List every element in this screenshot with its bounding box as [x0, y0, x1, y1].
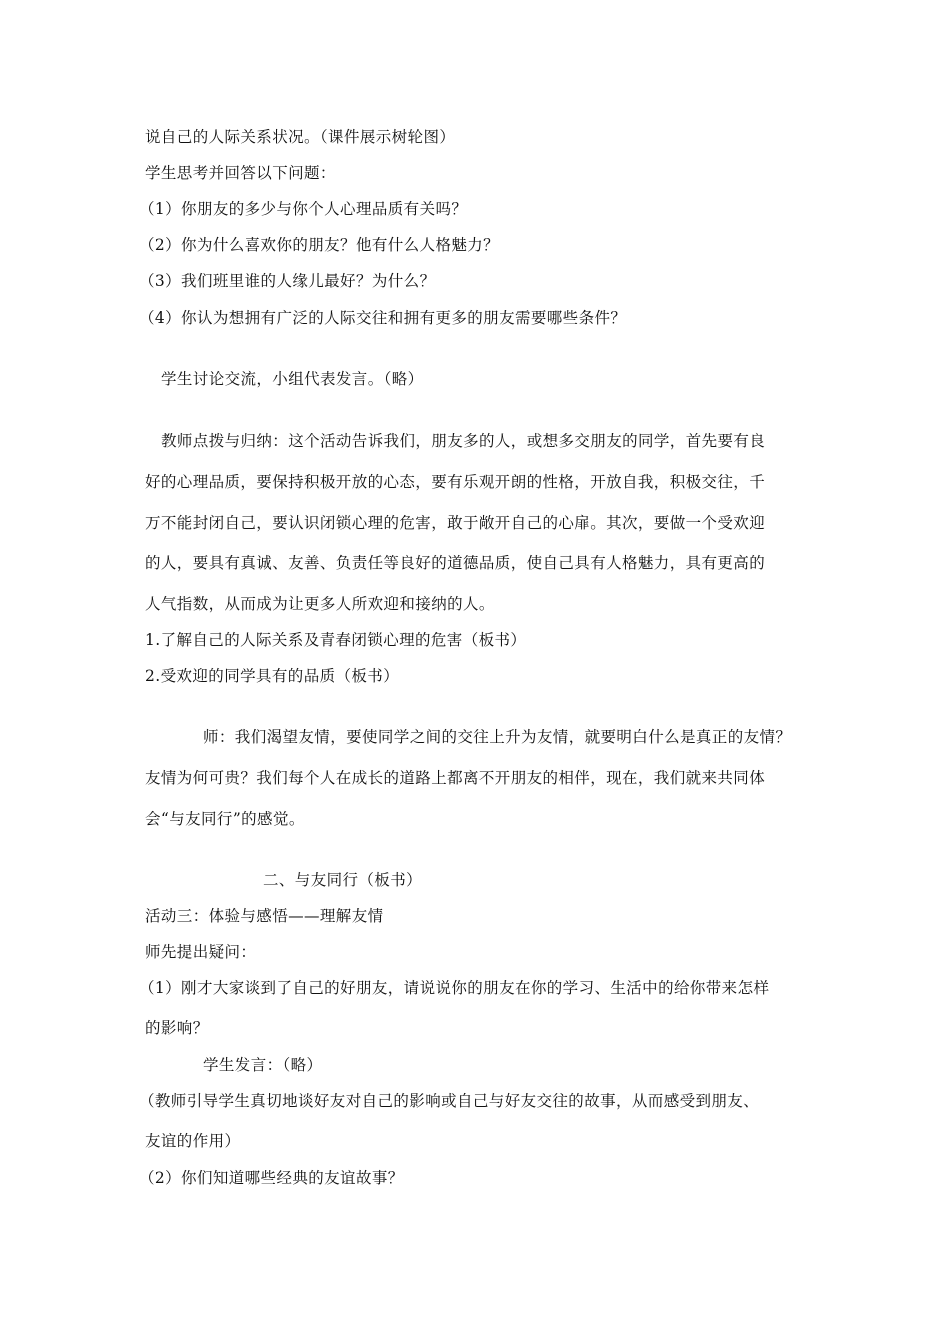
text-line: 的人，要具有真诚、友善、负责任等良好的道德品质，使自己具有人格魅力，具有更高的 [145, 554, 766, 572]
text-line: （1）刚才大家谈到了自己的好朋友，请说说你的朋友在你的学习、生活中的给你带来怎样 [139, 979, 770, 997]
text-line: 师先提出疑问： [145, 943, 257, 961]
text-line: （2）你为什么喜欢你的朋友？他有什么人格魅力？ [139, 236, 500, 254]
text-line: 友情为何可贵？我们每个人在成长的道路上都离不开朋友的相伴，现在，我们就来共同体 [145, 769, 766, 787]
text-line: 教师点拨与归纳：这个活动告诉我们，朋友多的人，或想多交朋友的同学，首先要有良 [161, 432, 766, 450]
text-line: 学生发言：（略） [203, 1056, 323, 1074]
section-heading: 二、与友同行（板书） [263, 871, 423, 889]
text-line: （教师引导学生真切地谈好友对自己的影响或自己与好友交往的故事，从而感受到朋友、 [139, 1092, 760, 1110]
text-line: 友谊的作用） [145, 1132, 241, 1150]
text-line: （3）我们班里谁的人缘儿最好？为什么？ [139, 272, 436, 290]
text-line: 师：我们渴望友情，要使同学之间的交往上升为友情，就要明白什么是真正的友情？ [203, 728, 792, 746]
text-line: 1.了解自己的人际关系及青春闭锁心理的危害（板书） [145, 631, 527, 649]
text-line: 2.受欢迎的同学具有的品质（板书） [145, 667, 400, 685]
text-line: （4）你认为想拥有广泛的人际交往和拥有更多的朋友需要哪些条件？ [139, 309, 627, 327]
text-line: 人气指数，从而成为让更多人所欢迎和接纳的人。 [145, 595, 495, 613]
text-line: 学生思考并回答以下问题： [145, 164, 336, 182]
text-line: 的影响？ [145, 1019, 209, 1037]
text-line: 活动三：体验与感悟——理解友情 [145, 907, 384, 925]
text-line: 万不能封闭自己，要认识闭锁心理的危害，敢于敞开自己的心扉。其次，要做一个受欢迎 [145, 514, 766, 532]
text-line: 会“与友同行”的感觉。 [145, 810, 305, 828]
text-line: 说自己的人际关系状况。（课件展示树轮图） [145, 128, 456, 146]
text-line: 好的心理品质，要保持积极开放的心态，要有乐观开朗的性格，开放自我，积极交往，千 [145, 473, 766, 491]
text-line: （1）你朋友的多少与你个人心理品质有关吗？ [139, 200, 468, 218]
text-line: 学生讨论交流，小组代表发言。（略） [161, 370, 424, 388]
text-line: （2）你们知道哪些经典的友谊故事？ [139, 1169, 404, 1187]
